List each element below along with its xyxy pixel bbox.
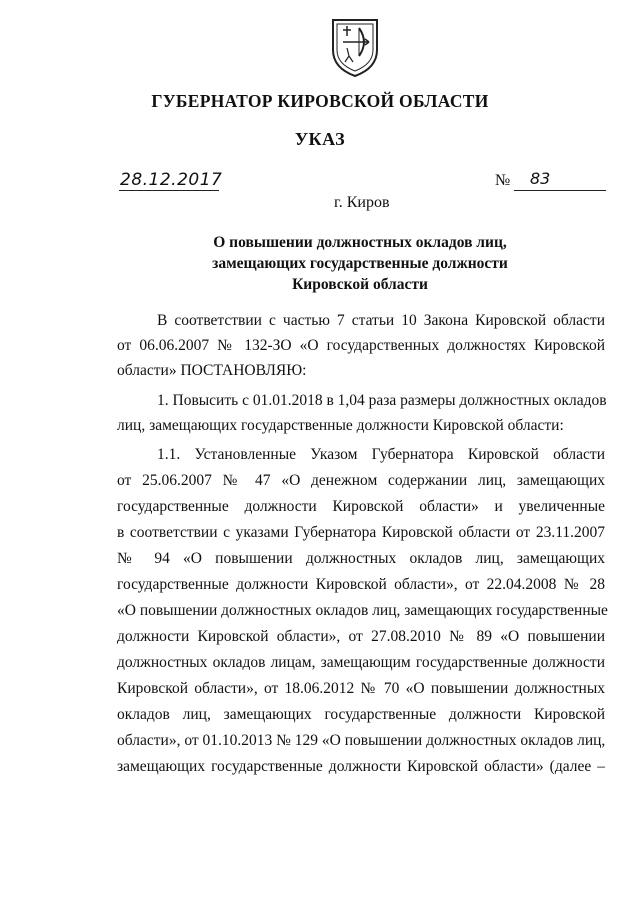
body-line: области», от 01.10.2013 № 129 «О повышении должностных окладов лиц, <box>117 732 606 749</box>
document-type: УКАЗ <box>294 129 346 149</box>
document-number: 83 <box>530 169 551 188</box>
body-line: государственные должности Кировской области» и увеличенные <box>117 498 605 515</box>
date-underline <box>119 190 219 191</box>
body-line: окладов лиц, замещающих государственные должности Кировской <box>117 706 605 723</box>
number-label: № <box>495 172 511 189</box>
body-line: от 25.06.2007 № 47 «О денежном содержании лиц, замещающих <box>117 472 605 489</box>
body-line: «О повышении должностных окладов лиц, замещающих государственные <box>117 602 608 619</box>
number-underline <box>514 190 606 191</box>
body-line: 1.1. Установленные Указом Губернатора Кировской области <box>157 446 605 463</box>
body-line: В соответствии с частью 7 статьи 10 Закона Кировской области <box>157 312 605 329</box>
city-label: г. Киров <box>334 194 390 211</box>
title-line: замещающих государственные должности <box>212 255 508 272</box>
body-line: от 06.06.2007 № 132-ЗО «О государственных должностях Кировской <box>117 337 605 354</box>
title-line: О повышении должностных окладов лиц, <box>213 234 507 251</box>
body-line: 1. Повысить с 01.01.2018 в 1,04 раза размеры должностных окладов <box>157 392 607 409</box>
body-line: в соответствии с указами Губернатора Кировской области от 23.11.2007 <box>117 524 605 541</box>
body-line: № 94 «О повышении должностных окладов лиц, замещающих <box>117 550 605 567</box>
issuer-heading: ГУБЕРНАТОР КИРОВСКОЙ ОБЛАСТИ <box>151 91 489 111</box>
body-line: должностных окладов лицам, замещающим государственные должности <box>117 654 605 671</box>
body-line: лиц, замещающих государственные должности Кировской области: <box>117 417 564 434</box>
body-line: Кировской области», от 18.06.2012 № 70 «О повышении должностных <box>117 680 605 697</box>
title-line: Кировской области <box>292 276 428 293</box>
document-date: 28.12.2017 <box>120 170 223 190</box>
document-title <box>150 232 570 295</box>
kirov-coat-of-arms-icon <box>329 16 381 78</box>
body-line: замещающих государственные должности Кировской области» (далее – <box>117 758 605 775</box>
body-line: должности Кировской области», от 27.08.2010 № 89 «О повышении <box>117 628 605 645</box>
body-line: области» ПОСТАНОВЛЯЮ: <box>117 362 307 379</box>
body-line: государственные должности Кировской области», от 22.04.2008 № 28 <box>117 576 605 593</box>
